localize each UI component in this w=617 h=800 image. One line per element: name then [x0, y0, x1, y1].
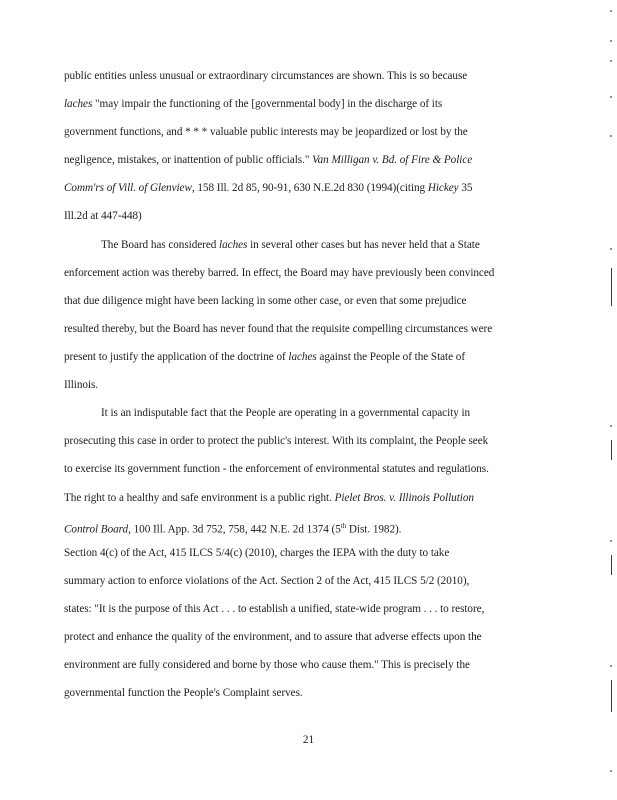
text-line: [64, 491, 474, 505]
scan-dot: [610, 40, 612, 42]
text-run: Illinois.: [64, 379, 99, 391]
text-run: protect and enhance the quality of the environment, and to assure that adverse effects upon the: [64, 631, 482, 643]
text-line: [101, 238, 480, 252]
text-line: [64, 519, 401, 537]
text-line: [64, 462, 489, 476]
text-run: Ill.2d at 447-448): [64, 210, 142, 222]
scan-mark: [611, 555, 612, 575]
text-run: It is an indisputable fact that the People are operating in a governmental capacity in: [101, 407, 471, 419]
text-run: to exercise its government function - the enforcement of environmental statutes and regulations.: [64, 463, 489, 475]
text-run: enforcement action was thereby barred. In effect, the Board may have previously been convinced: [64, 267, 495, 279]
text-run: in several other cases but has never held that a State: [247, 239, 480, 251]
text-run: , 100 Ill. App. 3d 752, 758, 442 N.E. 2d 1374 (5: [128, 523, 341, 536]
text-run: Section 4(c) of the Act, 415 ILCS 5/4(c) (2010), charges the IEPA with the duty to take: [64, 547, 450, 559]
text-line: [64, 630, 482, 644]
scan-dot: [610, 10, 612, 12]
text-line: [64, 350, 465, 364]
scan-dot: [610, 248, 612, 250]
text-run: The right to a healthy and safe environment is a public right.: [64, 492, 335, 504]
text-run: Comm'rs of Vill. of Glenview: [64, 182, 192, 194]
text-run: laches: [64, 98, 93, 110]
text-run: Control Board: [64, 523, 129, 536]
text-run: against the People of the State of: [316, 351, 465, 363]
scan-dot: [610, 425, 612, 427]
scan-dot: [610, 665, 612, 667]
text-line: [64, 322, 492, 336]
text-run: environment are fully considered and borne by those who cause them." This is precisely the: [64, 659, 470, 671]
text-run: Dist. 1982).: [346, 523, 402, 536]
text-run: "may impair the functioning of the [governmental body] in the discharge of its: [92, 98, 443, 110]
text-line: [64, 546, 449, 560]
text-run: resulted thereby, but the Board has never found that the requisite compelling circumstances were: [64, 323, 493, 335]
scan-mark: [611, 268, 612, 306]
text-run: government functions, and * * * valuable public interests may be jeopardized or lost by the: [64, 126, 468, 138]
scan-dot: [610, 770, 612, 772]
scan-dot: [610, 540, 612, 542]
text-run: governmental function the People's Complaint serves.: [64, 687, 303, 699]
scan-dot: [610, 60, 612, 62]
text-run: 35: [458, 182, 473, 194]
text-run: prosecuting this case in order to protect the public's interest. With its complaint, the People seek: [64, 435, 489, 447]
text-line: [64, 434, 488, 448]
text-line: [64, 181, 472, 195]
text-line: [64, 209, 142, 223]
text-run: present to justify the application of the doctrine of: [64, 351, 289, 363]
text-run: The Board has considered: [101, 239, 220, 251]
text-line: [64, 266, 494, 280]
text-run: that due diligence might have been lacking in some other case, or even that some prejudice: [64, 295, 467, 307]
text-run: Pielet Bros. v. Illinois Pollution: [334, 492, 474, 504]
text-run: states: "It is the purpose of this Act . . . to establish a unified, state-wide program . . . to restore,: [64, 603, 485, 615]
text-line: [64, 602, 484, 616]
text-line: [64, 153, 472, 167]
page-number: 21: [302, 734, 315, 746]
text-line: [64, 658, 470, 672]
text-run: negligence, mistakes, or inattention of public officials.": [64, 154, 313, 166]
text-line: [64, 125, 468, 139]
text-run: Van Milligan v. Bd. of Fire & Police: [312, 154, 473, 166]
text-run: , 158 Ill. 2d 85, 90-91, 630 N.E.2d 830 (1994)(citing: [191, 182, 428, 194]
text-run: laches: [219, 239, 248, 251]
scan-dot: [610, 96, 612, 98]
text-line: [64, 574, 469, 588]
text-line: [64, 294, 466, 308]
scan-mark: [611, 440, 612, 460]
text-line: [64, 69, 467, 83]
text-line: [101, 406, 470, 420]
text-run: laches: [288, 351, 317, 363]
scan-mark: [611, 680, 612, 712]
text-run: public entities unless unusual or extraordinary circumstances are shown. This is so because: [64, 70, 468, 82]
text-run: Hickey: [427, 182, 459, 194]
text-run: th: [340, 522, 347, 530]
text-line: [64, 686, 303, 700]
text-line: [64, 97, 442, 111]
text-run: summary action to enforce violations of the Act. Section 2 of the Act, 415 ILCS 5/2 (2010),: [64, 575, 470, 587]
scan-dot: [610, 135, 612, 137]
text-line: [64, 378, 98, 392]
